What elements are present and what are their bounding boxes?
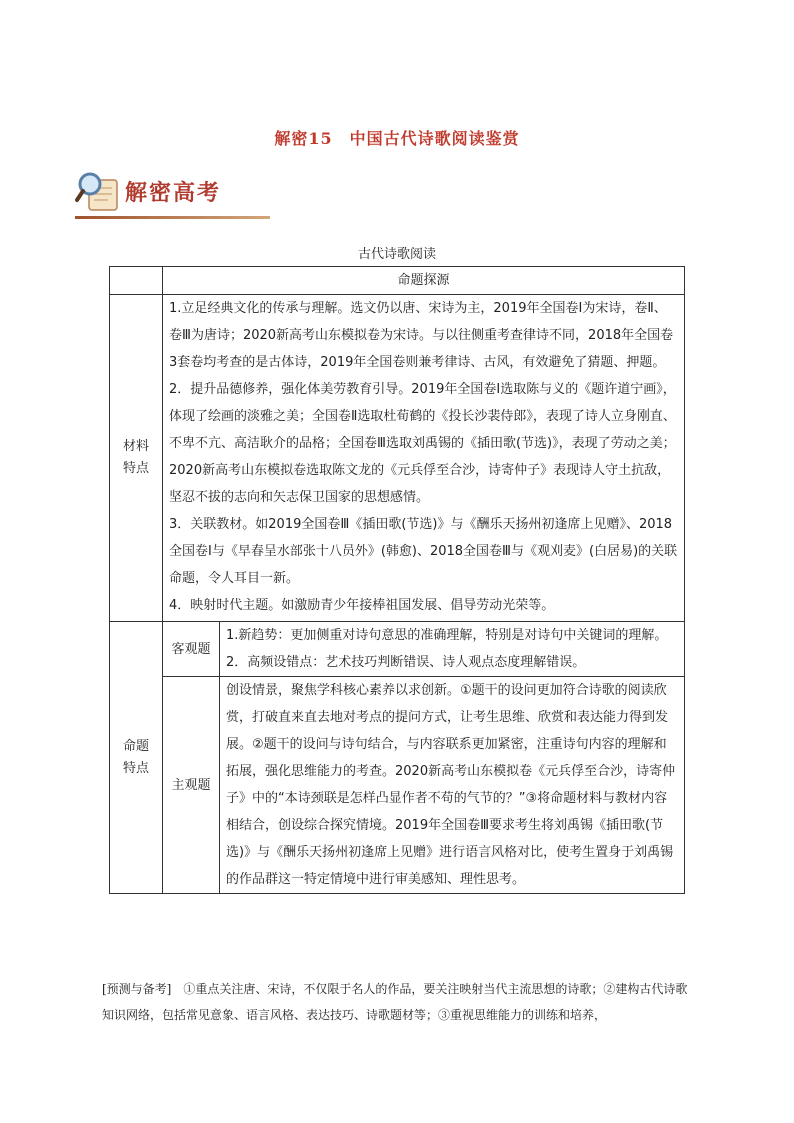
question-label [110, 622, 163, 894]
objective-paragraph: 2．高频设错点：艺术技巧判断错误、诗人观点态度理解错误。 [226, 655, 586, 670]
table-header-row [110, 267, 685, 295]
forecast-note: [预测与备考] ①重点关注唐、宋诗，不仅限于名人的作品，要关注映射当代主流思想的诗歌；②建构古代诗歌知识网络，包括常见意象、语言风格、表达技巧、诗歌题材等；③重视思维能力的训练和培养， [102, 982, 688, 1022]
material-paragraph: 3．关联教材。如2019全国卷Ⅲ《插田歌(节选)》与《酬乐天扬州初逢席上见赠》、2018全国卷Ⅰ与《早春呈水部张十八员外》(韩愈)、2018全国卷Ⅲ与《观刈麦》(白居易)的关联命题，令人耳目一新。 [169, 517, 678, 586]
objective-row [110, 622, 685, 677]
material-paragraph: 4．映射时代主题。如激励青少年接棒祖国发展、倡导劳动光荣等。 [169, 598, 555, 613]
material-label [110, 295, 163, 622]
objective-paragraph: 1.新趋势：更加侧重对诗句意思的准确理解，特别是对诗句中关键词的理解。 [226, 628, 668, 643]
material-row [110, 295, 685, 622]
banner-underline [75, 216, 270, 219]
table-corner-cell [110, 267, 163, 295]
exam-analysis-table [109, 266, 685, 894]
material-content [163, 295, 685, 622]
subjective-label: 主观题 [163, 677, 220, 894]
question-label-text: 命题 特点 [122, 738, 149, 776]
page-title: 解密15 中国古代诗歌阅读鉴赏 [274, 129, 520, 148]
subjective-row [110, 677, 685, 894]
magnifier-scroll-icon [75, 170, 123, 216]
subjective-paragraph: 创设情景，聚焦学科核心素养以求创新。①题干的设问更加符合诗歌的阅读欣赏，打破直来直去地对考点的提问方式，让考生思维、欣赏和表达能力得到发展。②题干的设问与诗句结合，与内容联系更加紧密，注重诗句内容的理解和拓展，强化思维能力的考查。2020新高考山东模拟卷《元兵俘至合沙，诗寄仲子》中的“本诗颈联是怎样凸显作者不苟的气节的？”③将命题材料与教材内容相结合，创设综合探究情境。2019年全国卷Ⅲ要求考生将刘禹锡《插田歌(节选)》与《酬乐天扬州初逢席上见赠》进行语言风格对比，使考生置身于刘禹锡的作品群这一特定情境中进行审美感知、理性思考。 [226, 683, 676, 887]
material-label-text: 材料 特点 [122, 439, 149, 476]
material-paragraph: 2．提升品德修养，强化体美劳教育引导。2019年全国卷Ⅰ选取陈与义的《题许道宁画》，体现了绘画的淡雅之美；全国卷Ⅱ选取杜荀鹤的《投长沙裴侍郎》，表现了诗人立身刚直、不卑不亢、高洁耿介的品格；全国卷Ⅲ选取刘禹锡的《插田歌(节选)》，表现了劳动之美；2020新高考山东模拟卷选取陈文龙的《元兵俘至合沙，诗寄仲子》表现诗人守土抗敌，坚忍不拔的志向和矢志保卫国家的思想感情。 [169, 382, 676, 505]
banner-title: 解密高考 [125, 181, 222, 206]
banner [75, 168, 270, 220]
table-caption: 古代诗歌阅读 [357, 247, 436, 262]
objective-content [220, 622, 685, 677]
objective-label: 客观题 [163, 622, 220, 677]
table-header: 命题探源 [163, 267, 685, 295]
subjective-content [220, 677, 685, 894]
material-paragraph: 1.立足经典文化的传承与理解。选文仍以唐、宋诗为主，2019年全国卷Ⅰ为宋诗，卷Ⅱ、卷Ⅲ为唐诗；2020新高考山东模拟卷为宋诗。与以往侧重考查律诗不同，2018年全国卷3套卷均考查的是古体诗，2019年全国卷则兼考律诗、古风，有效避免了猜题、押题。 [169, 301, 674, 370]
